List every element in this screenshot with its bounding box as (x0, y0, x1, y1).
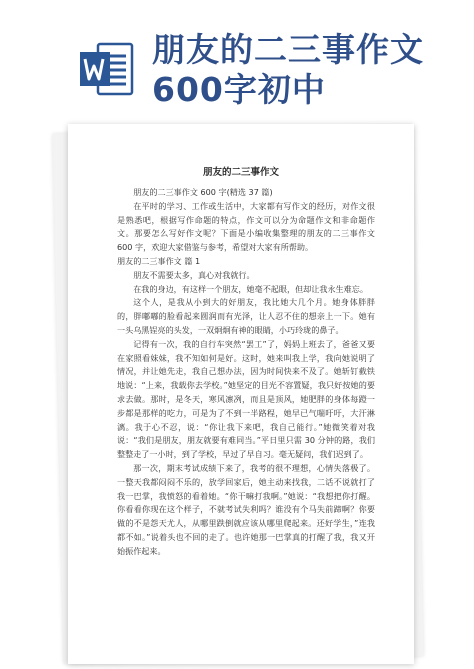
document-paragraph: 那一次，期末考试成绩下来了，我考的很不理想，心情失落极了。一整天我都闷闷不乐的，放学回家后，她主动来找我，二话不说就打了我一巴掌，我愤怒的看着她。“你干嘛打我啊。”她说：“我想把你打醒。你看看你现在这个样子，不就考试失利吗？谁没有个马失前蹄啊？你要做的不是怨天尤人，从哪里跌倒就应该从哪里爬起来。还好学生，”连我都不如。”说着头也不回的走了。也许她那一巴掌真的打醒了我，我又开始振作起来。 (117, 462, 375, 556)
document-paragraph: 记得有一次，我的自行车突然“罢工”了，妈妈上班去了，爸爸又要在家照看妹妹，我不知如何是好。这时，她来叫我上学，我向她说明了情况，并让她先走，我自己想办法，因为时间快来不及了。她斩钉截铁地说：“上来，我载你去学校。”她坚定的目光不容置疑，我只好按她的要求去做。那时，是冬天，寒风凛冽，而且是顶风，她肥胖的身体每蹬一步都是那样的吃力，可是为了不到一半路程，她早已气喘吁吁，大汗淋漓。我于心不忍，说：“你让我下来吧，我自己能行。”她微笑着对我说：“我们是朋友，朋友就要有难同当。”平日里只需 30 分钟的路，我们整整走了一小时，到了学校，早过了早自习。毫无疑问，我们迟到了。 (117, 338, 375, 460)
document-paragraph: 这个人，是我从小到大的好朋友，我比她大几个月。她身体胖胖的，胖嘟嘟的脸看起来圆润而有光泽，让人忍不住的想亲上一下。她有一头乌黑锃亮的头发，一双炯炯有神的眼睛，小巧玲珑的鼻子。 (117, 297, 375, 335)
document-title: 朋友的二三事作文 (202, 167, 279, 178)
header-banner (0, 0, 474, 118)
page-title-line-1: 朋友的二三事作文 (152, 30, 424, 69)
document-paragraph: 朋友不需要太多，真心对我就行。 (133, 269, 255, 280)
document-body (117, 186, 375, 559)
section-heading: 朋友的二三事作文 篇 1 (117, 255, 201, 266)
document-paragraph: 在平时的学习、工作或生活中，大家都有写作文的经历，对作文很是熟悉吧，根据写作命题的特点，作文可以分为命题作文和非命题作文。那要怎么写好作文呢？下面是小编收集整理的朋友的二三事作文 600 字，欢迎大家借鉴与参考，希望对大家有所帮助。 (117, 200, 375, 253)
document-subtitle: 朋友的二三事作文 600 字(精选 37 篇) (133, 187, 273, 197)
document-page (68, 124, 414, 664)
word-document-icon (78, 40, 136, 98)
document-paragraph: 在我的身边，有这样一个朋友，她毫不起眼，但却让我永生难忘。 (133, 283, 368, 294)
page-title-line-2: 600字初中 (152, 70, 326, 109)
